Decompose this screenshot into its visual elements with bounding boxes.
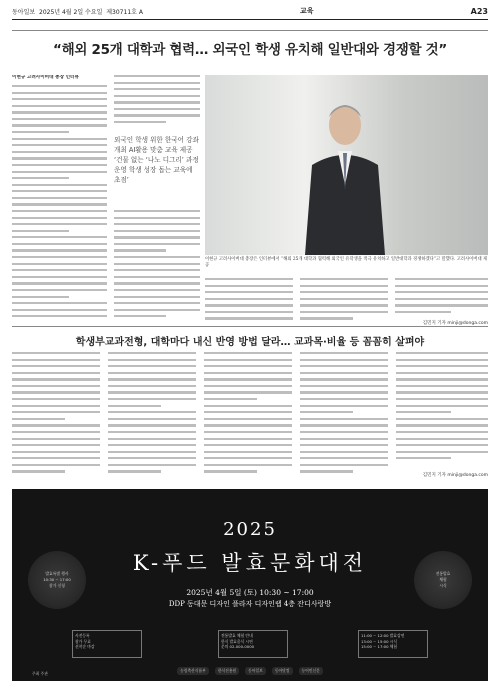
sponsor-logo: 동아일보 [245,667,266,675]
article2-col3 [204,352,292,482]
article2-col2 [108,352,196,482]
pull-quote: 외국인 학생 위한 한국어 강좌 개최 AI활용 맞춤 교육 제공 ‘건물 없는 ‘나노 디그리’ 과정 운영 학생 성장 돕는 교육에 초점’ [114,136,199,184]
article1-byline: 김민지 기자 minji@donga.com [422,321,488,327]
section-name: 교육 [300,7,314,15]
article-body-col1 [12,75,107,327]
article-body-col5-bottom [395,278,488,328]
header-rule [12,30,488,31]
ad-organizer-label: 주최 주관 [32,671,48,676]
person-photo-icon [300,95,390,255]
interview-photo [205,75,488,255]
article2-byline: 김민지 기자 minji@donga.com [422,473,488,479]
ad-left-stamp: 발효특별 행사 10:30 ~ 17:00 참가 신청 [28,551,86,609]
article2-col4 [300,352,388,482]
ad-year: 2025 [223,519,277,540]
paper-name: 동아일보 2025년 4월 2일 수요일 제30711호 A [12,8,143,16]
ad-info-box-program: 전통발효 체험 안내 한식 발효음식 시연 문의 02-000-0000 [218,630,288,658]
text-lines [12,85,107,322]
article-body-col4 [300,278,388,328]
sponsor-logos [12,665,488,677]
ad-venue: DDP 동대문 디자인 플라자 디자인랩 4층 잔디사랑방 [168,600,332,608]
article-body-col2-top [114,75,200,130]
article-body-col3 [205,278,293,328]
ad-date-time: 2025년 4월 5일 (토) 10:30 ~ 17:00 [186,588,314,597]
sponsor-logo: 농어민신문 [299,667,323,675]
page-number: A23 [470,6,488,16]
article-intro: 이현규 고려사이버대 총장 인터뷰 [12,75,79,80]
article2-col1 [12,352,100,482]
sponsor-logo: 동아닷컴 [272,667,293,675]
ad-info-box-schedule: 11:00 ~ 12:00 발효강연 13:00 ~ 15:00 시식 15:00 ~ 17:00 체험 [358,630,428,658]
ad-title: K-푸드 발효문화대전 [132,551,368,575]
ad-info-box-registration: 사전등록 참가 무료 선착순 마감 [72,630,142,658]
sponsor-logo: 농림축산식품부 [177,667,209,675]
article2-col5 [396,352,488,482]
event-advertisement [12,489,488,681]
section-divider [12,326,488,327]
article-body-col2-bottom [114,210,200,327]
sponsor-logo: 한식진흥원 [215,667,239,675]
masthead [12,4,488,18]
ad-right-stamp: 전통발효 체험 시식 [414,551,472,609]
top-rule [12,19,488,20]
photo-caption: 이현규 고려사이버대 총장은 인터뷰에서 “해외 25개 대학과 협력해 외국인 유학생을 적극 유치하고 일반대학과 경쟁하겠다”고 말했다. 고려사이버대 제공 [205,257,488,268]
second-article-headline: 학생부교과전형, 대학마다 내신 반영 방법 달라… 교과목·비율 등 꼼꼼히 살펴야 [75,337,425,348]
article-headline: “해외 25개 대학과 협력… 외국인 학생 유치해 일반대와 경쟁할 것” [53,42,447,58]
